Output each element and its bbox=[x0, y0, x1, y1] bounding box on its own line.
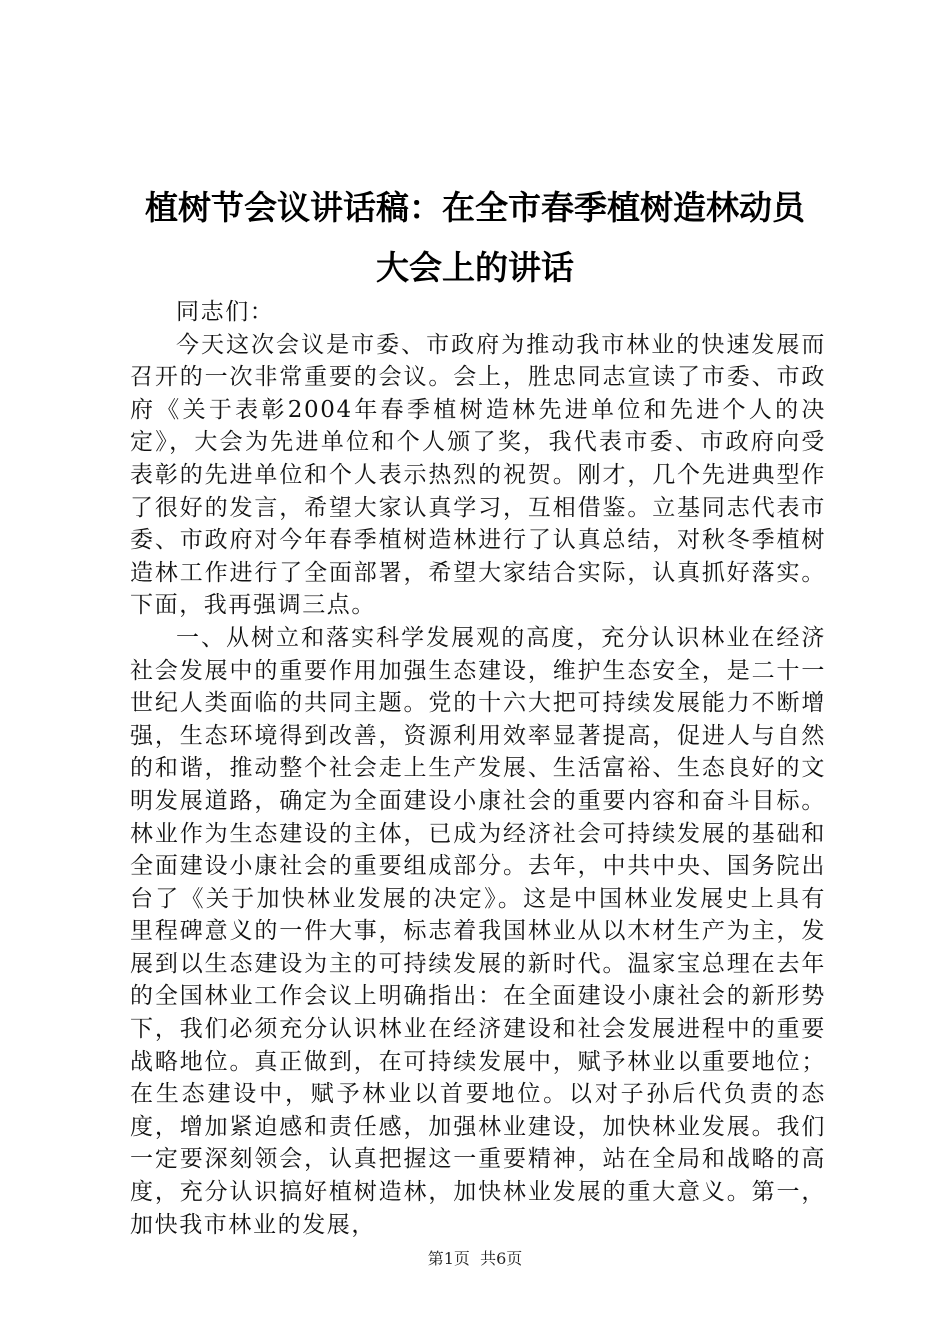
title-line-2: 大会上的讲话 bbox=[376, 248, 574, 287]
page-number: 第1页 bbox=[427, 1249, 470, 1268]
salutation: 同志们： bbox=[176, 299, 275, 325]
document-body bbox=[130, 296, 826, 1241]
page-footer bbox=[0, 1246, 950, 1269]
paragraph-section-one: 一、从树立和落实科学发展观的高度，充分认识林业在经济社会发展中的重要作用加强生态建设，维护生态安全，是二十一世纪人类面临的共同主题。党的十六大把可持续发展能力不断增强，生态环境得到改善，资源利用效率显著提高，促进人与自然的和谐，推动整个社会走上生产发展、生活富裕、生态良好的文明发展道路，确定为全面建设小康社会的重要内容和奋斗目标。林业作为生态建设的主体，已成为经济社会可持续发展的基础和全面建设小康社会的重要组成部分。去年，中共中央、国务院出台了《关于加快林业发展的决定》。这是中国林业发展史上具有里程碑意义的一件大事，标志着我国林业从以木材生产为主，发展到以生态建设为主的可持续发展的新时代。温家宝总理在去年的全国林业工作会议上明确指出：在全面建设小康社会的新形势下，我们必须充分认识林业在经济建设和社会发展进程中的重要战略地位。真正做到，在可持续发展中，赋予林业以重要地位；在生态建设中，赋予林业以首要地位。以对子孙后代负责的态度，增加紧迫感和责任感，加强林业建设，加快林业发展。我们一定要深刻领会，认真把握这一重要精神，站在全局和战略的高度，充分认识搞好植树造林，加快林业发展的重大意义。第一，加快我市林业的发展， bbox=[130, 624, 826, 1238]
title-line-1: 植树节会议讲话稿：在全市春季植树造林动员 bbox=[145, 188, 805, 227]
paragraph-opening: 今天这次会议是市委、市政府为推动我市林业的快速发展而召开的一次非常重要的会议。会上，胜忠同志宣读了市委、市政府《关于表彰2004年春季植树造林先进单位和先进个人的决定》，大会为先进单位和个人颁了奖，我代表市委、市政府向受表彰的先进单位和个人表示热烈的祝贺。刚才，几个先进典型作了很好的发言，希望大家认真学习，互相借鉴。立基同志代表市委、市政府对今年春季植树造林进行了认真总结，对秋冬季植树造林工作进行了全面部署，希望大家结合实际，认真抓好落实。下面，我再强调三点。 bbox=[130, 331, 826, 619]
document-title bbox=[120, 178, 830, 298]
page-total: 共6页 bbox=[480, 1249, 523, 1268]
